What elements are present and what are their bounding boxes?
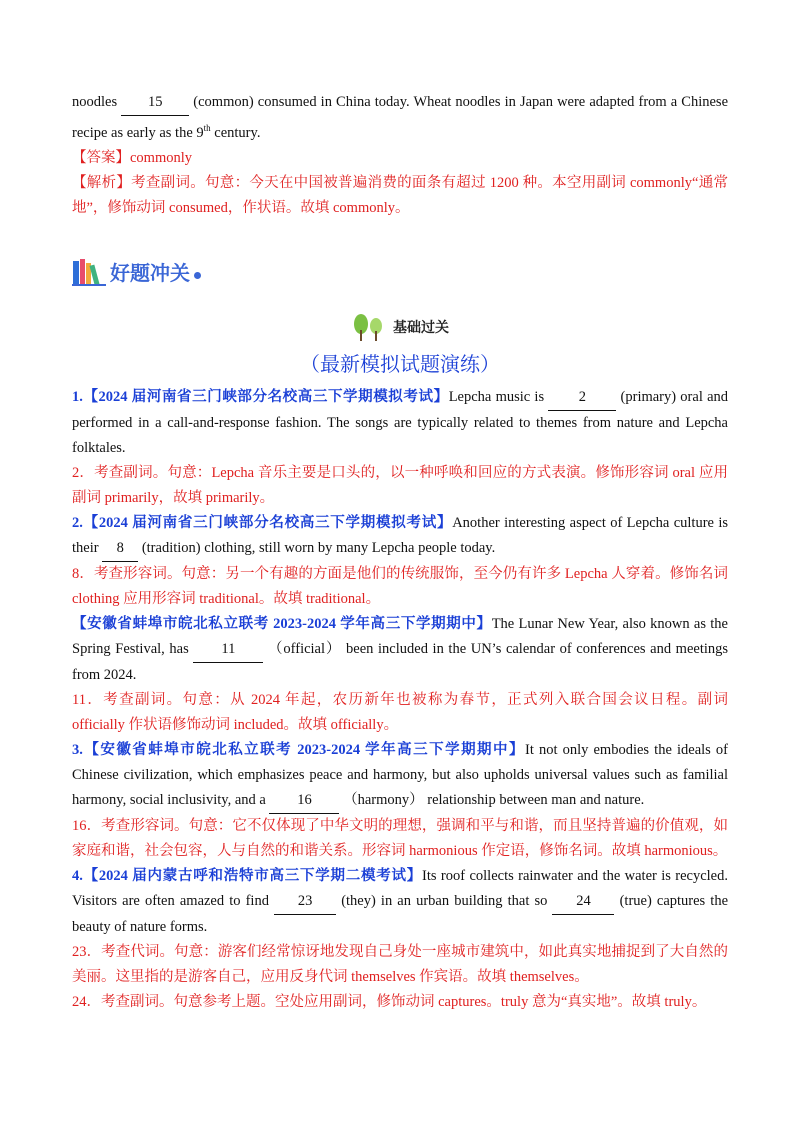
- question-text: (primary) oral and performed in a call-and-response fashion. The songs are typically related to themes from nature and Lepcha folktales.: [72, 388, 728, 456]
- question-source: 【2024 届内蒙古呼和浩特市高三下学期二模考试】: [82, 867, 423, 884]
- question-text: （official） been included in the UN’s calendar of conferences and meetings from 2024.: [72, 640, 729, 683]
- intro-text-end: century.: [214, 124, 261, 141]
- document-body: [72, 90, 728, 1015]
- question-11: [72, 612, 728, 688]
- blank-15: 15: [121, 90, 189, 116]
- tree-icon: [351, 312, 387, 342]
- question-text: (they) in an urban building that so: [341, 892, 548, 909]
- intro-text-middle: (common) consumed in China today. Wheat noodles in Japan were adapted from a Chinese recipe as early as the 9: [72, 94, 729, 141]
- question-source: 【2024 届河南省三门峡部分名校高三下学期模拟考试】: [82, 514, 453, 531]
- explanation-23: 23．考查代词。句意：游客们经常惊讶地发现自己身处一座城市建筑中，如此真实地捕捉到了大自然的美丽。这里指的是游客自己，应用反身代词 themselves 作宾语。故填 themselves。: [72, 943, 728, 985]
- superscript: th: [203, 123, 211, 133]
- intro-answer: 【答案】commonly: [72, 149, 193, 166]
- question-text: Lepcha music is: [448, 388, 545, 405]
- question-2: [72, 511, 728, 562]
- blank-24: 24: [552, 889, 614, 915]
- blank-23: 23: [274, 889, 336, 915]
- question-source: 【安徽省蚌埠市皖北私立联考 2023-2024 学年高三下学期期中】: [72, 615, 492, 632]
- section-header: [72, 309, 728, 345]
- explanation-11: 11．考查副词。句意：从 2024 年起，农历新年也被称为春节，正式列入联合国会议日程。副词 officially 作状语修饰动词 included。故填 officially。: [72, 691, 728, 733]
- blank-2: 2: [548, 385, 616, 411]
- question-4: [72, 864, 728, 940]
- question-number: 4.: [72, 867, 83, 884]
- explanation-8: 8．考查形容词。句意：另一个有趣的方面是他们的传统服饰，至今仍有许多 Lepcha 人穿着。修饰名词 clothing 应用形容词 traditional。故填 traditional。: [72, 565, 728, 607]
- explanation-16: 16．考查形容词。句意：它不仅体现了中华文明的理想，强调和平与和谐，而且坚持普遍的价值观，如家庭和谐，社会包容，人与自然的和谐关系。形容词 harmonious 作定语，修饰名词。故填 harmonious。: [72, 817, 728, 859]
- question-text: (tradition) clothing, still worn by many Lepcha people today.: [141, 539, 496, 556]
- question-text: Its roof collects rainwater and the water is recycled. Visitors are often amazed to find: [72, 867, 728, 909]
- blank-8: 8: [102, 536, 138, 562]
- question-source: 【安徽省蚌埠市皖北私立联考 2023-2024 学年高三下学期期中】: [82, 741, 525, 758]
- question-number: 3.: [72, 741, 83, 758]
- question-text: (true) captures the beauty of nature forms.: [72, 892, 729, 935]
- question-3: [72, 738, 728, 814]
- intro-text-start: noodles: [72, 94, 118, 110]
- explanation-2: 2．考查副词。句意：Lepcha 音乐主要是口头的，以一种呼唤和回应的方式表演。修饰形容词 oral 应用副词 primarily，故填 primarily。: [72, 464, 728, 506]
- explanation-24: 24．考查副词。句意参考上题。空处应用副词，修饰动词 captures。truly 意为“真实地”。故填 truly。: [72, 993, 707, 1010]
- section-title: 基础过关: [393, 319, 449, 336]
- question-source: 【2024 届河南省三门峡部分名校高三下学期模拟考试】: [82, 388, 449, 405]
- question-text: （harmony） relationship between man and nature.: [343, 791, 645, 808]
- question-text: It not only embodies the ideals of Chinese civilization, which emphasizes peace and harmony, but also upholds universal values such as familial harmony, social inclusivity, and a: [72, 741, 728, 808]
- question-text: The Lunar New Year, also known as the Spring Festival, has: [72, 615, 728, 657]
- question-text: Another interesting aspect of Lepcha culture is their: [72, 514, 729, 556]
- question-number: 1.: [72, 388, 83, 405]
- blank-16: 16: [269, 788, 339, 814]
- books-icon: [72, 257, 106, 287]
- practice-banner: [72, 249, 728, 295]
- intro-paragraph: [72, 90, 728, 146]
- banner-dot: [194, 272, 201, 279]
- banner-title: 好题冲关: [110, 261, 190, 286]
- blank-11: 11: [193, 637, 263, 663]
- question-number: 2.: [72, 514, 83, 531]
- intro-analysis: 【解析】考查副词。句意：今天在中国被普遍消费的面条有超过 1200 种。本空用副词 commonly“通常地”，修饰动词 consumed，作状语。故填 commonly。: [72, 174, 728, 216]
- subtitle: （最新模拟试题演练）: [300, 353, 500, 376]
- question-1: [72, 385, 728, 461]
